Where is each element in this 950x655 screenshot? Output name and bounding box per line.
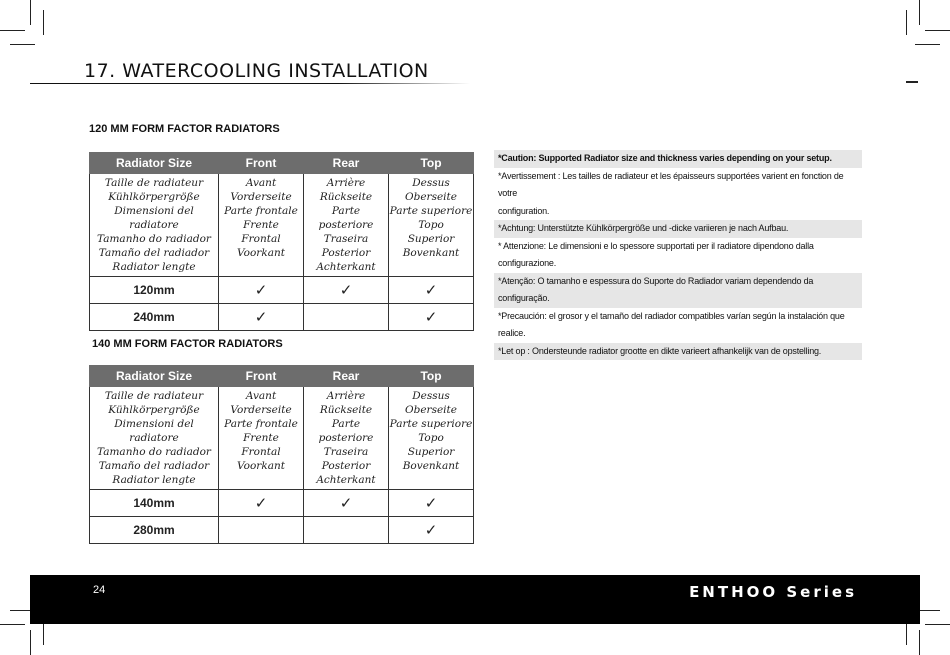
translation-row [90,174,474,277]
check-cell-rear: ✓ [304,490,389,517]
translation-cell-top [389,174,474,277]
translation-line: Tamanho do radiador [97,446,211,458]
translation-line: Parte posteriore [318,205,374,231]
note-line: * Attenzione: Le dimensioni e lo spessore supportati per il radiatore dipendono dalla configurazione. [498,240,814,268]
translation-line: Topo [418,432,444,444]
translation-cell-size [90,387,219,490]
translation-line: Avant [245,390,277,402]
crop-mark [10,44,35,45]
translation-line: Superior [407,446,455,458]
translation-line: Rückseite [319,404,373,416]
crop-mark [915,44,940,45]
translation-line: Arrière [326,390,366,402]
column-header-top: Top [389,153,474,174]
translation-line: Rückseite [319,191,373,203]
check-cell-top: ✓ [389,304,474,331]
translation-line: Dessus [412,390,450,402]
radiator-table-140 [89,365,474,544]
crop-mark [0,624,25,625]
translation-line: Dimensioni del radiatore [114,205,194,231]
note-line: configuration. [498,205,550,216]
crop-mark [919,0,920,25]
table-row [90,304,474,331]
translation-line: Tamanho do radiador [97,233,211,245]
page-number: 24 [93,584,106,596]
brand-logo-text: ENTHOO Series [689,583,857,601]
note-line: *Atenção: O tamanho e espessura do Suporte do Radiador variam dependendo da configuração. [494,273,862,308]
size-cell: 140mm [90,490,219,517]
translation-line: Kühlkörpergröße [108,404,200,416]
translation-line: Posterior [321,460,371,472]
translation-line: Traseira [323,446,369,458]
translation-line: Frente [243,432,279,444]
size-cell: 280mm [90,517,219,544]
column-header-size: Radiator Size [90,366,219,387]
translation-line: Parte superiore [389,418,473,430]
translation-line: Radiator lengte [112,474,196,486]
crop-mark [43,10,44,35]
translation-cell-front [219,174,304,277]
size-cell: 120mm [90,277,219,304]
crop-mark [0,30,25,31]
section-heading-120: 120 MM FORM FACTOR RADIATORS [89,123,280,135]
translation-line: Parte superiore [389,205,473,217]
translation-line: Taille de radiateur [104,390,204,402]
translation-line: Vorderseite [230,404,292,416]
translation-line: Traseira [323,233,369,245]
translation-row [90,387,474,490]
column-header-rear: Rear [304,153,389,174]
caution-notes [494,150,862,360]
check-cell-rear: ✓ [304,277,389,304]
radiator-table-120 [89,152,474,331]
note-line: *Precaución: el grosor y el tamaño del radiador compatibles varían según la instalación que realice. [498,310,845,338]
translation-cell-size [90,174,219,277]
translation-line: Frente [243,219,279,231]
translation-line: Oberseite [405,404,457,416]
translation-line: Frontal [241,233,281,245]
translation-line: Superior [407,233,455,245]
translation-line: Posterior [321,247,371,259]
title-rule [30,83,470,84]
check-cell-rear [304,517,389,544]
translation-line: Bovenkant [402,460,460,472]
translation-cell-front [219,387,304,490]
note-line: *Caution: Supported Radiator size and thickness varies depending on your setup. [494,150,862,168]
translation-line: Achterkant [316,261,376,273]
crop-mark [30,0,31,25]
translation-line: Oberseite [405,191,457,203]
translation-line: Kühlkörpergröße [108,191,200,203]
translation-line: Dessus [412,177,450,189]
table-row [90,490,474,517]
crop-mark [30,630,31,655]
crop-mark [919,630,920,655]
translation-cell-rear [304,174,389,277]
check-cell-top: ✓ [389,517,474,544]
translation-line: Achterkant [316,474,376,486]
crop-mark [906,10,907,35]
check-cell-front [219,517,304,544]
translation-line: Arrière [326,177,366,189]
translation-line: Voorkant [237,460,285,472]
table-row [90,517,474,544]
translation-line: Voorkant [237,247,285,259]
translation-line: Dimensioni del radiatore [114,418,194,444]
check-cell-top: ✓ [389,277,474,304]
check-cell-front: ✓ [219,277,304,304]
translation-line: Bovenkant [402,247,460,259]
translation-line: Parte frontale [224,418,298,430]
crop-mark [906,81,918,83]
translation-cell-rear [304,387,389,490]
check-cell-rear [304,304,389,331]
translation-line: Topo [418,219,444,231]
translation-line: Radiator lengte [112,261,196,273]
check-cell-top: ✓ [389,490,474,517]
translation-line: Parte frontale [224,205,298,217]
column-header-front: Front [219,366,304,387]
translation-line: Parte posteriore [318,418,374,444]
column-header-front: Front [219,153,304,174]
size-cell: 240mm [90,304,219,331]
translation-line: Frontal [241,446,281,458]
translation-line: Avant [245,177,277,189]
translation-cell-top [389,387,474,490]
translation-line: Taille de radiateur [104,177,204,189]
table-row [90,277,474,304]
column-header-rear: Rear [304,366,389,387]
translation-line: Vorderseite [230,191,292,203]
note-line: *Avertissement : Les tailles de radiateur et les épaisseurs supportées varient en fonction de votre [498,170,844,198]
crop-mark [925,30,950,31]
column-header-top: Top [389,366,474,387]
page-title: 17. WATERCOOLING INSTALLATION [84,60,429,82]
section-heading-140: 140 MM FORM FACTOR RADIATORS [92,338,283,350]
note-line: *Let op : Ondersteunde radiator grootte en dikte varieert afhankelijk van de opstelling. [494,343,862,361]
translation-line: Tamaño del radiador [98,460,210,472]
crop-mark [925,624,950,625]
note-line: *Achtung: Unterstützte Kühlkörpergröße und -dicke variieren je nach Aufbau. [494,220,862,238]
check-cell-front: ✓ [219,490,304,517]
column-header-size: Radiator Size [90,153,219,174]
translation-line: Tamaño del radiador [98,247,210,259]
check-cell-front: ✓ [219,304,304,331]
